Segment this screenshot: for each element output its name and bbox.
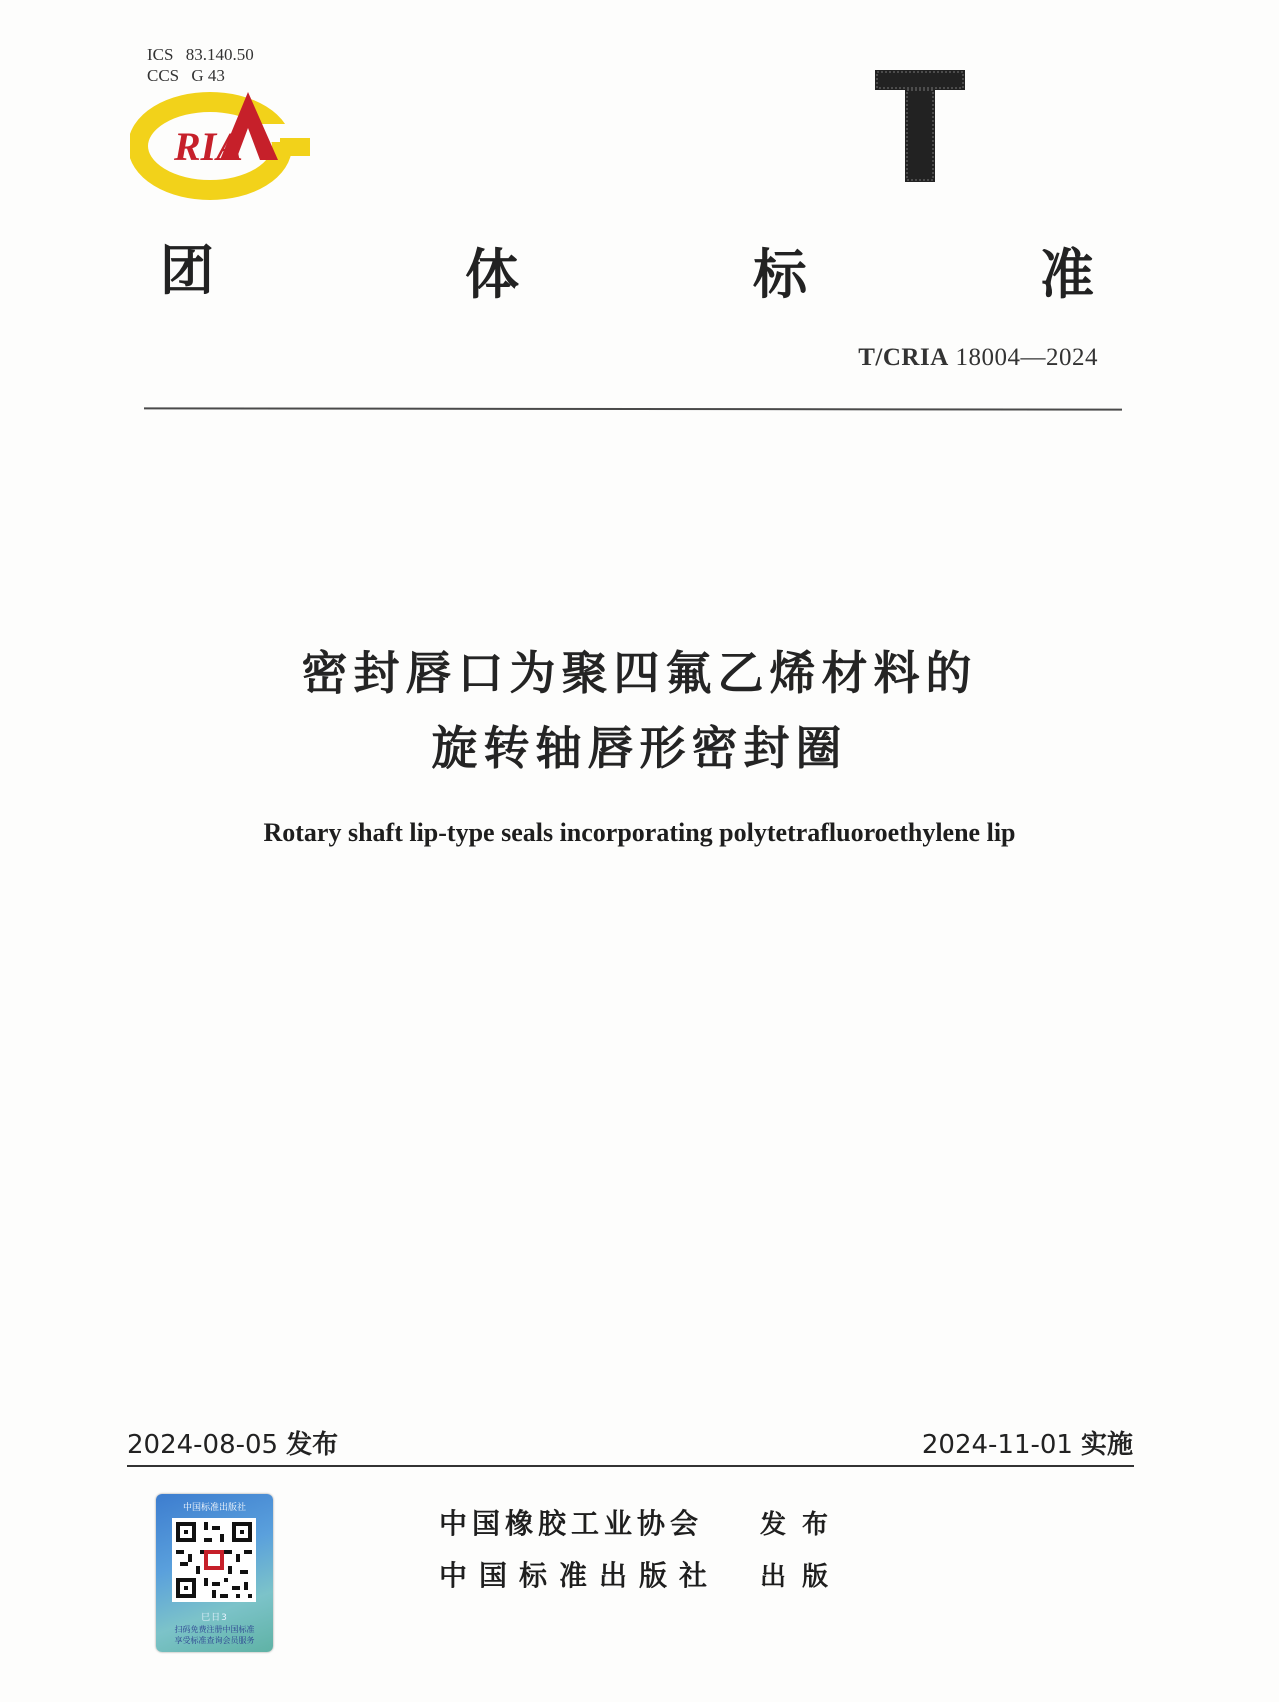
ccs-value: G 43 <box>191 66 225 85</box>
ccs-label: CCS <box>147 66 180 85</box>
cria-logo <box>130 88 310 200</box>
sticker-label: 中国标准出版社 <box>182 1503 246 1513</box>
implement-date-value: 2024-11-01 <box>921 1430 1073 1460</box>
standard-number-value: 18004—2024 <box>955 344 1098 371</box>
issuer-action-1: 发布 <box>760 1510 845 1540</box>
implement-date <box>922 1424 1133 1461</box>
implement-date-label: 实施 <box>1080 1430 1133 1460</box>
heading-char-4: 准 <box>1040 243 1094 306</box>
anti-counterfeit-sticker[interactable] <box>156 1494 273 1652</box>
ics-row <box>147 44 254 65</box>
ics-label: ICS <box>147 45 174 64</box>
logo-text: RIA <box>174 124 243 169</box>
title-cn-line2: 旋转轴唇形密封圈 <box>431 721 848 775</box>
standard-number-prefix: T/CRIA <box>858 344 949 371</box>
heading-group-standard <box>160 228 1100 306</box>
sticker-line1: 扫码免费注册中国标准 <box>174 1625 255 1634</box>
sticker-code: 巳日3 <box>201 1613 228 1623</box>
heading-char-3: 标 <box>753 243 807 306</box>
ics-value: 83.140.50 <box>185 45 254 64</box>
issuer-action-2: 出版 <box>760 1562 845 1592</box>
footer-divider <box>127 1465 1134 1467</box>
heading-char-2: 体 <box>465 243 519 306</box>
header-divider <box>144 407 1122 410</box>
qr-code-icon[interactable] <box>172 1518 256 1602</box>
classification-codes <box>147 44 254 86</box>
category-letter-t <box>875 70 965 182</box>
sticker-line2: 享受标准查询会员服务 <box>174 1636 255 1645</box>
issuer-name-1: 中国橡胶工业协会 <box>439 1507 704 1540</box>
publish-date-label: 发布 <box>286 1430 339 1460</box>
standard-number <box>858 344 1098 372</box>
title-en: Rotary shaft lip-type seals incorporating polytetrafluoroethylene lip <box>263 818 1016 847</box>
ccs-row <box>147 65 254 86</box>
heading-char-1: 团 <box>160 239 214 302</box>
title-cn-line1: 密封唇口为聚四氟乙烯材料的 <box>301 646 978 700</box>
issuer-name-2: 中国标准出版社 <box>439 1559 720 1592</box>
publish-date <box>127 1424 338 1461</box>
publish-date-value: 2024-08-05 <box>127 1430 279 1460</box>
